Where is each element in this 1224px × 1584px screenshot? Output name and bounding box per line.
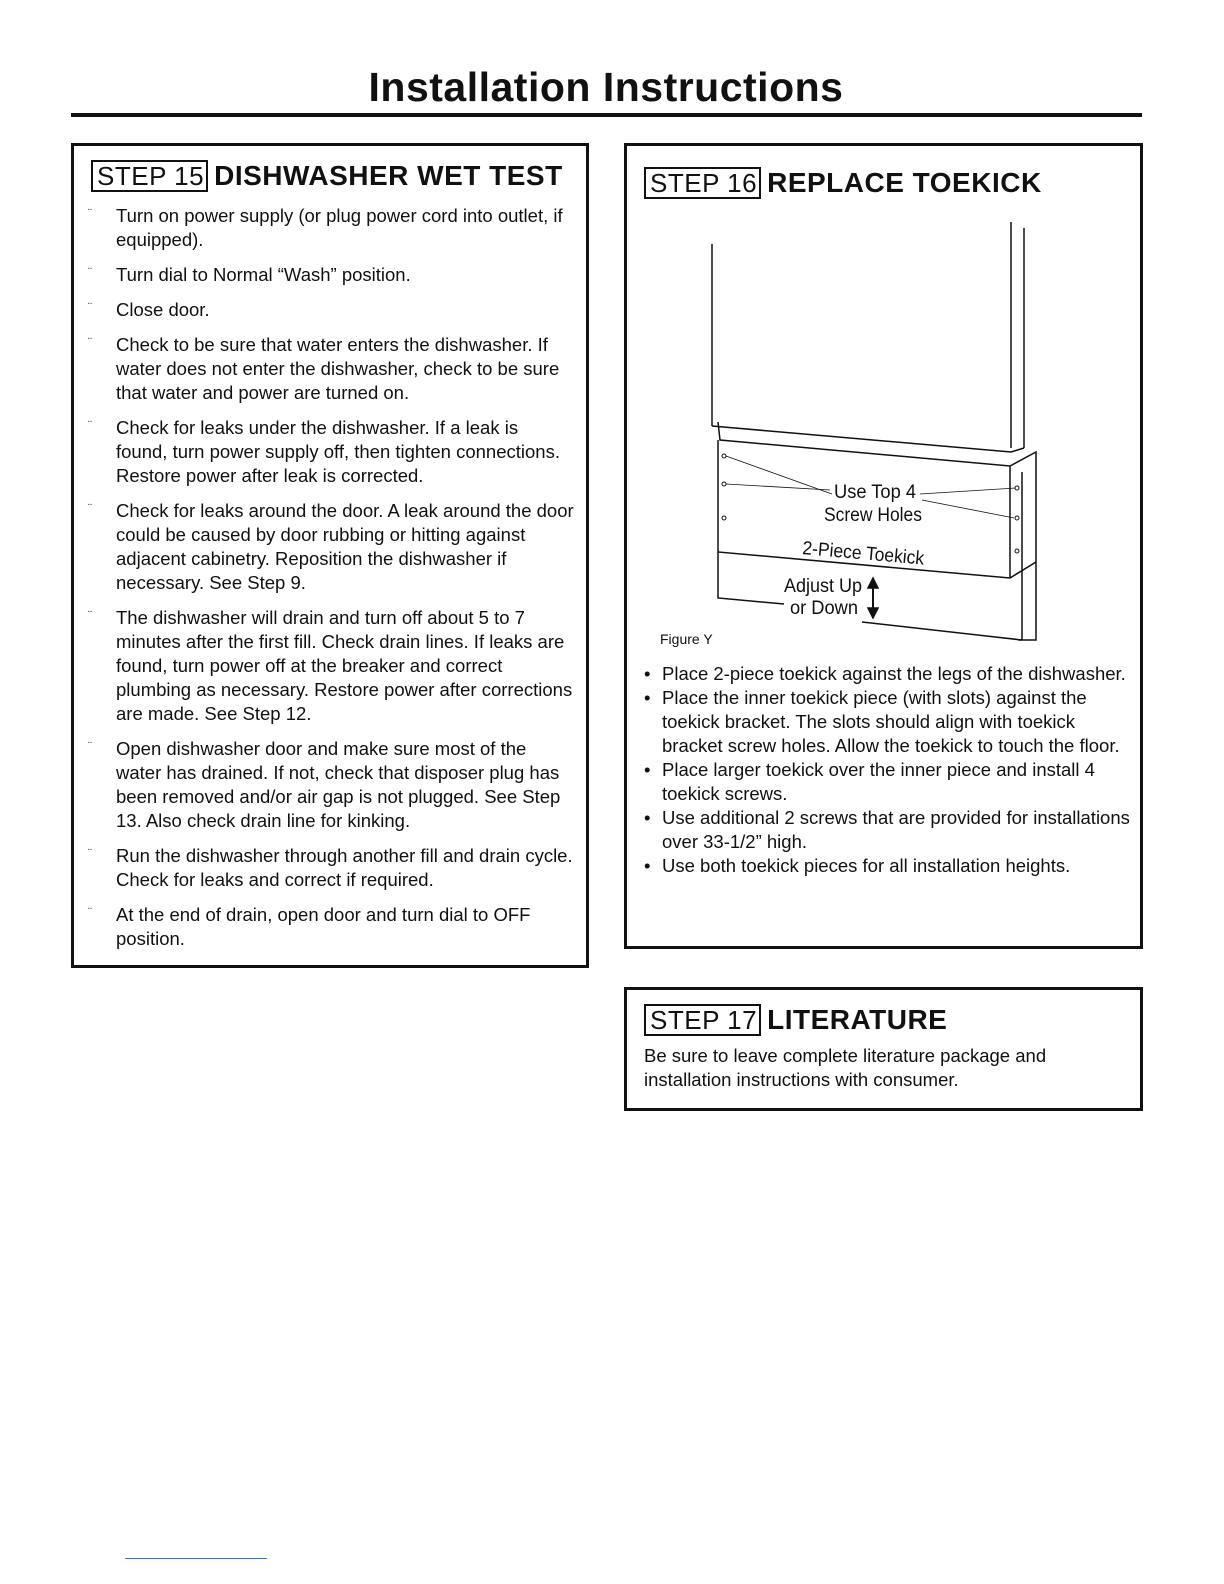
- bullet-mark: ¨: [88, 335, 92, 349]
- toekick-instructions: [642, 662, 1132, 878]
- bullet-mark: ¨: [88, 905, 92, 919]
- list-item: • Place larger toekick over the inner piece and install 4 toekick screws.: [644, 759, 1095, 804]
- wet-test-checklist: [84, 204, 574, 962]
- step-17-panel: [624, 987, 1143, 1111]
- arrow-up-icon: [868, 578, 878, 588]
- bullet-mark: ¨: [88, 418, 92, 432]
- dishwasher-bottom-edge: [712, 426, 1024, 452]
- list-item: ¨ Check to be sure that water enters the dishwasher. If water does not enter the dishwasher, check to be sure that water and power are turned on.: [84, 333, 574, 405]
- screw-hole-icon: [1015, 549, 1019, 553]
- bullet-dot: •: [644, 855, 651, 876]
- step-16-panel: [624, 143, 1143, 949]
- screw-hole-icon: [722, 516, 726, 520]
- callout-toekick: 2-Piece Toekick: [801, 538, 936, 571]
- bullet-mark: ¨: [88, 501, 92, 515]
- step-15-panel: [71, 143, 589, 968]
- list-item: ¨ Turn on power supply (or plug power cord into outlet, if equipped).: [84, 204, 574, 252]
- bullet-mark: ¨: [88, 300, 92, 314]
- step-17-header: [644, 1004, 947, 1036]
- step-15-label: STEP 15: [91, 160, 208, 192]
- bullet-mark: ¨: [88, 608, 92, 622]
- list-item: • Place the inner toekick piece (with slots) against the toekick bracket. The slots should align with toekick bracket screw holes. Allow the toekick to touch the floor.: [644, 687, 1120, 756]
- list-item: ¨ Close door.: [84, 298, 574, 322]
- step-17-title: LITERATURE: [767, 1004, 948, 1035]
- bullet-mark: ¨: [88, 846, 92, 860]
- bullet-dot: •: [644, 759, 651, 780]
- callout-holes-line1: Use Top 4: [834, 482, 917, 503]
- list-item: ¨ The dishwasher will drain and turn off about 5 to 7 minutes after the first fill. Check drain lines. If leaks are found, turn power off at the breaker and correct plumbing as necessary. Restore power after corrections are made. See Step 12.: [84, 606, 574, 726]
- screw-hole-icon: [1015, 516, 1019, 520]
- title-divider: [71, 113, 1142, 117]
- list-item: ¨ Turn dial to Normal “Wash” position.: [84, 263, 574, 287]
- bullet-dot: •: [644, 687, 651, 708]
- callout-adjust-line2: or Down: [790, 598, 858, 619]
- step-17-label: STEP 17: [644, 1004, 761, 1036]
- screw-hole-icon: [722, 482, 726, 486]
- bullet-mark: ¨: [88, 206, 92, 220]
- step-16-title: REPLACE TOEKICK: [767, 167, 1042, 198]
- bullet-dot: •: [644, 807, 651, 828]
- footer-link-underline[interactable]: [125, 1558, 267, 1559]
- list-item: ¨ Open dishwasher door and make sure most of the water has drained. If not, check that disposer plug has been removed and/or air gap is not plugged. See Step 13. Also check drain line for kinking.: [84, 737, 574, 833]
- callout-adjust-line1: Adjust Up: [784, 576, 862, 597]
- screw-hole-icon: [1015, 486, 1019, 490]
- step-16-label: STEP 16: [644, 167, 761, 199]
- list-item: ¨ Check for leaks around the door. A leak around the door could be caused by door rubbing or hitting against adjacent cabinetry. Reposition the dishwasher if necessary. See Step 9.: [84, 499, 574, 595]
- list-item: ¨ At the end of drain, open door and turn dial to OFF position.: [84, 903, 574, 951]
- literature-text: Be sure to leave complete literature package and installation instructions with consumer.: [644, 1045, 1047, 1090]
- list-item: • Use additional 2 screws that are provided for installations over 33-1/2” high.: [644, 807, 1130, 852]
- list-item: • Use both toekick pieces for all installation heights.: [644, 855, 1071, 876]
- screw-holes: [722, 454, 1019, 553]
- arrow-down-icon: [868, 608, 878, 618]
- list-item: ¨ Run the dishwasher through another fill and drain cycle. Check for leaks and correct if required.: [84, 844, 574, 892]
- bullet-mark: ¨: [88, 739, 92, 753]
- step-15-title: DISHWASHER WET TEST: [214, 160, 563, 191]
- list-item: • Place 2-piece toekick against the legs of the dishwasher.: [644, 663, 1126, 684]
- step-16-header: [644, 167, 1042, 199]
- bullet-dot: •: [644, 663, 651, 684]
- bullet-mark: ¨: [88, 265, 92, 279]
- toekick-figure: [644, 216, 1084, 656]
- toekick-inner-panel: [718, 552, 784, 604]
- screw-hole-icon: [722, 454, 726, 458]
- callout-holes-line2: Screw Holes: [824, 505, 922, 526]
- page-title: Installation Instructions: [368, 64, 844, 110]
- list-item: ¨ Check for leaks under the dishwasher. If a leak is found, turn power supply off, then tighten connections. Restore power after leak is corrected.: [84, 416, 574, 488]
- figure-caption: Figure Y: [660, 631, 713, 647]
- step-15-header: [91, 160, 563, 192]
